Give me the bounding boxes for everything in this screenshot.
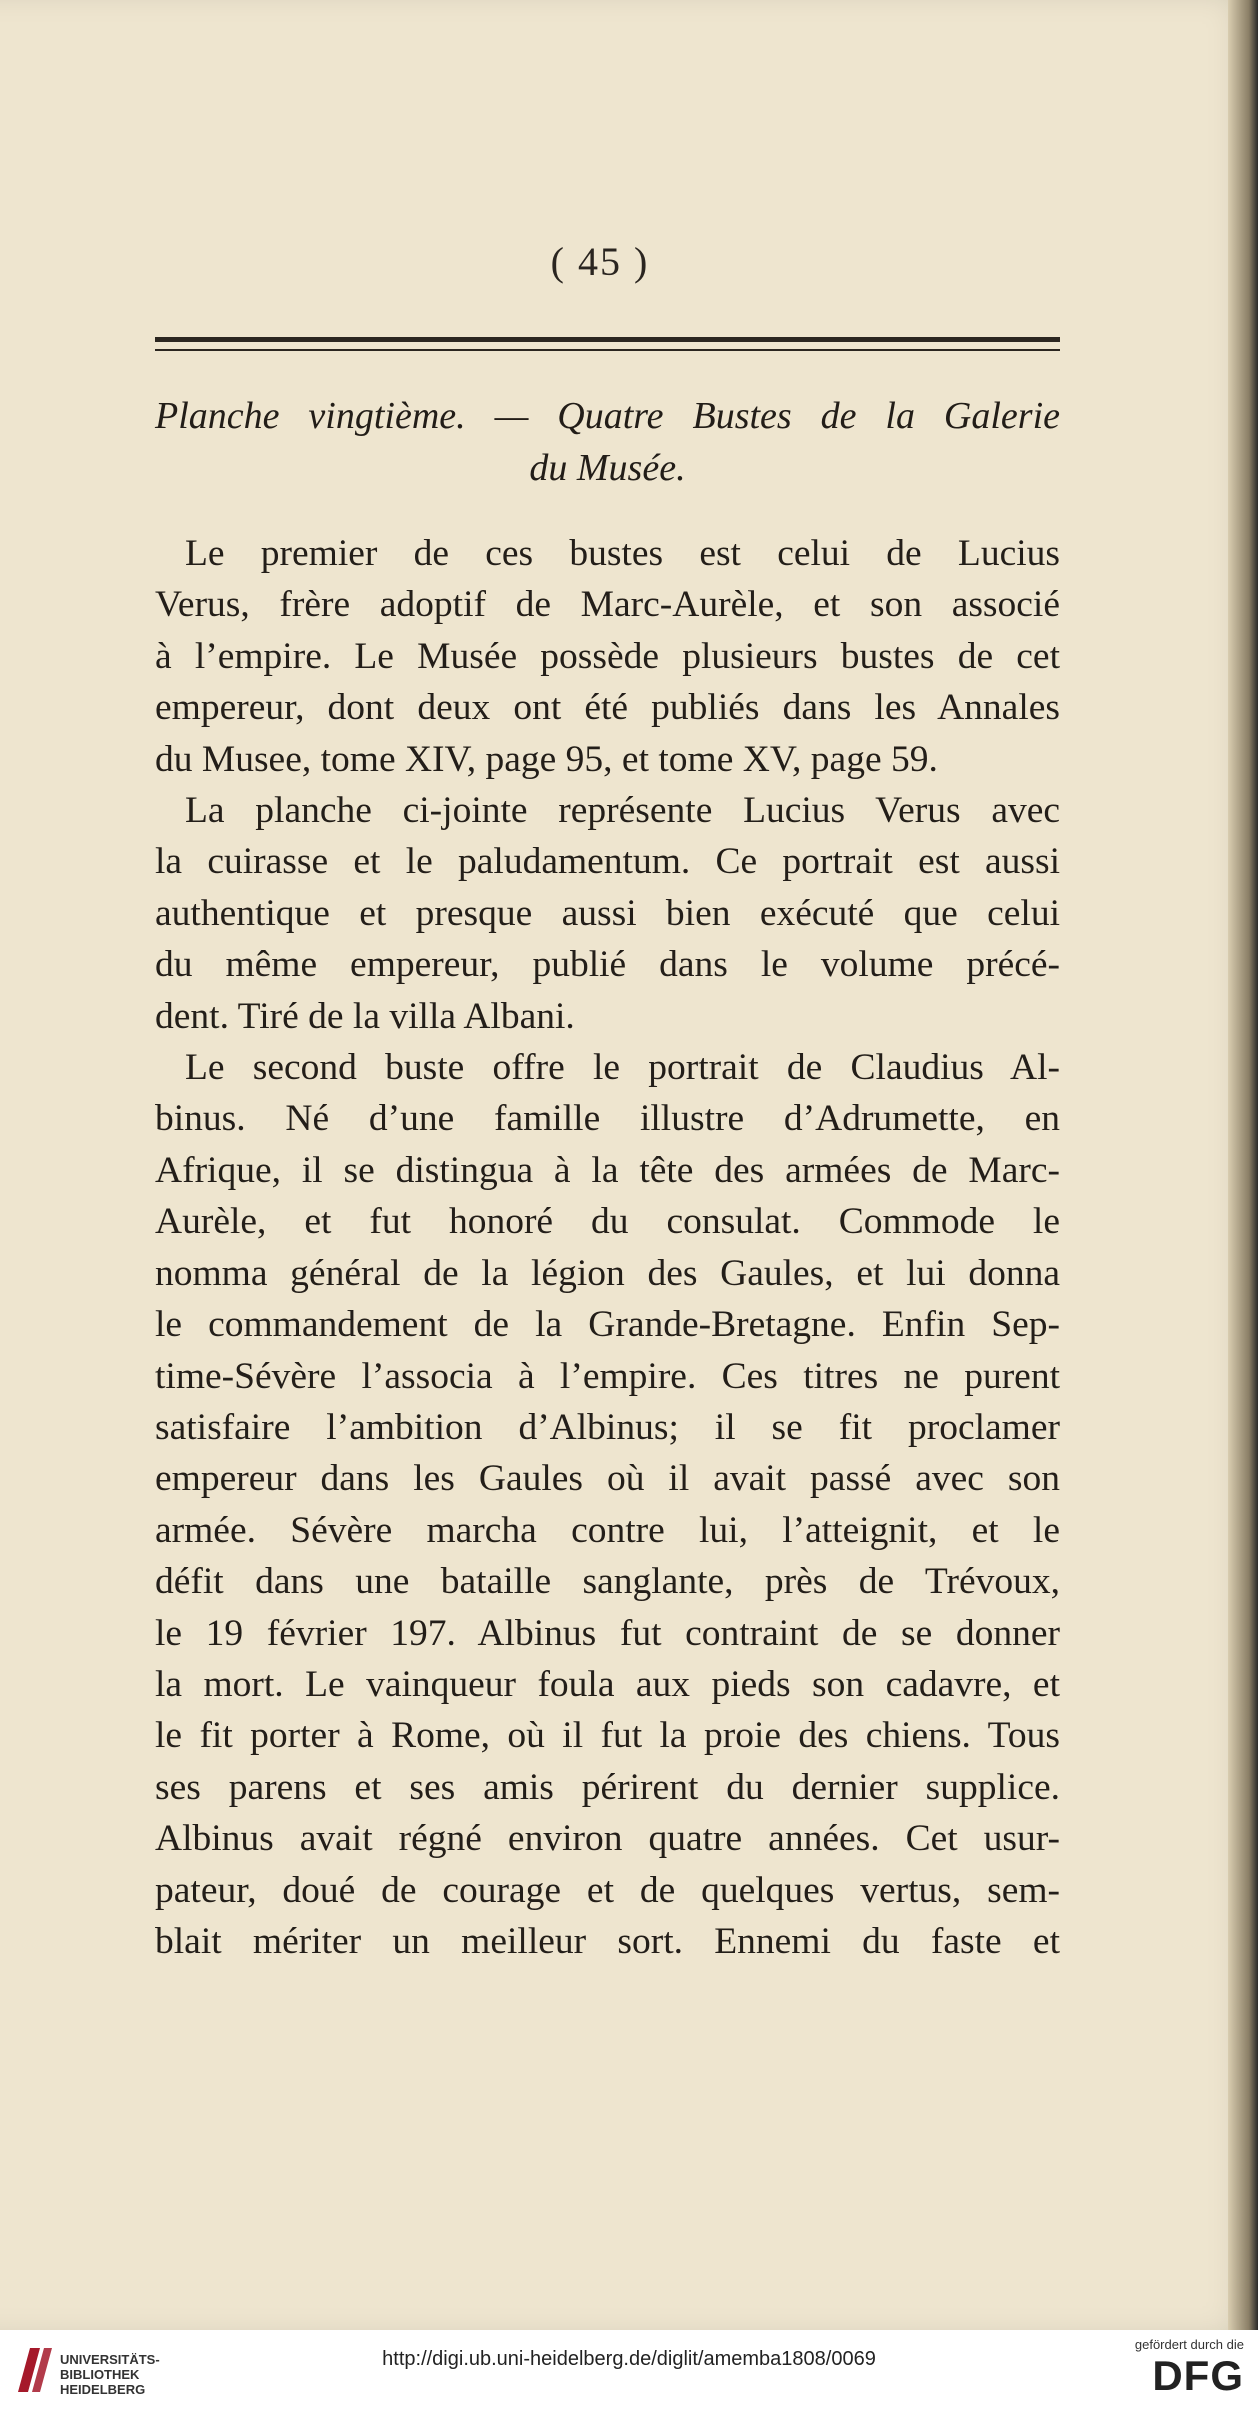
text-line: satisfaire l’ambition d’Albinus; il se fit proclamer bbox=[155, 1406, 1060, 1448]
text-line: blait mériter un meilleur sort. Ennemi du faste et bbox=[155, 1920, 1060, 1962]
text-line: le commandement de la Grande-Bretagne. Enfin Sep- bbox=[155, 1304, 1060, 1346]
text-line: empereur dans les Gaules où il avait passé avec son bbox=[155, 1458, 1060, 1500]
text-line: Verus, frère adoptif de Marc-Aurèle, et son associé bbox=[155, 584, 1060, 626]
plate-heading-line-2: du Musée. bbox=[529, 447, 686, 489]
text-line: la mort. Le vainqueur foula aux pieds son cadavre, et bbox=[155, 1663, 1060, 1705]
permalink-url[interactable]: http://digi.ub.uni-heidelberg.de/diglit/amemba1808/0069 bbox=[382, 2348, 876, 2370]
text-line: du Musee, tome XIV, page 95, et tome XV, page 59. bbox=[155, 738, 938, 780]
text-line: La planche ci-jointe représente Lucius Verus avec bbox=[185, 790, 1060, 832]
dfg-logo: DFG bbox=[1152, 2352, 1244, 2399]
text-line: time-Sévère l’associa à l’empire. Ces titres ne purent bbox=[155, 1355, 1060, 1397]
text-line: le 19 février 197. Albinus fut contraint de se donner bbox=[155, 1612, 1060, 1654]
text-line: ses parens et ses amis périrent du dernier supplice. bbox=[155, 1766, 1060, 1808]
text-line: binus. Né d’une famille illustre d’Adrumette, en bbox=[155, 1098, 1060, 1140]
text-line: la cuirasse et le paludamentum. Ce portrait est aussi bbox=[155, 841, 1060, 883]
text-line: du même empereur, publié dans le volume précé- bbox=[155, 944, 1060, 986]
text-line: authentique et presque aussi bien exécuté que celui bbox=[155, 892, 1060, 934]
text-line: nomma général de la légion des Gaules, et lui donna bbox=[155, 1252, 1060, 1294]
book-spine-edge bbox=[1228, 0, 1258, 2330]
library-name: UNIVERSITÄTS- BIBLIOTHEK HEIDELBERG bbox=[60, 2352, 160, 2397]
text-line: Le second buste offre le portrait de Claudius Al- bbox=[185, 1047, 1060, 1089]
text-line: à l’empire. Le Musée possède plusieurs bustes de cet bbox=[155, 635, 1060, 677]
plate-heading-line-1: Planche vingtième. — Quatre Bustes de la Galerie bbox=[155, 395, 1060, 437]
text-line: dent. Tiré de la villa Albani. bbox=[155, 995, 575, 1037]
text-line: Aurèle, et fut honoré du consulat. Commode le bbox=[155, 1201, 1060, 1243]
text-line: armée. Sévère marcha contre lui, l’atteignit, et le bbox=[155, 1509, 1060, 1551]
text-line: Albinus avait régné environ quatre années. Cet usur- bbox=[155, 1818, 1060, 1860]
funded-by-label: gefördert durch die bbox=[1134, 2337, 1244, 2352]
text-line: Le premier de ces bustes est celui de Lucius bbox=[185, 533, 1060, 574]
page-number: ( 45 ) bbox=[550, 239, 650, 284]
text-line: Afrique, il se distingua à la tête des armées de Marc- bbox=[155, 1149, 1060, 1191]
text-line: le fit porter à Rome, où il fut la proie des chiens. Tous bbox=[155, 1715, 1060, 1757]
header-rule-thin bbox=[155, 349, 1060, 351]
text-line: défit dans une bataille sanglante, près de Trévoux, bbox=[155, 1561, 1060, 1603]
text-line: empereur, dont deux ont été publiés dans les Annales bbox=[155, 687, 1060, 729]
body-text bbox=[155, 528, 1060, 1967]
header-rule-thick bbox=[155, 337, 1060, 342]
text-line: pateur, doué de courage et de quelques vertus, sem- bbox=[155, 1869, 1060, 1911]
plate-heading bbox=[155, 390, 1060, 494]
